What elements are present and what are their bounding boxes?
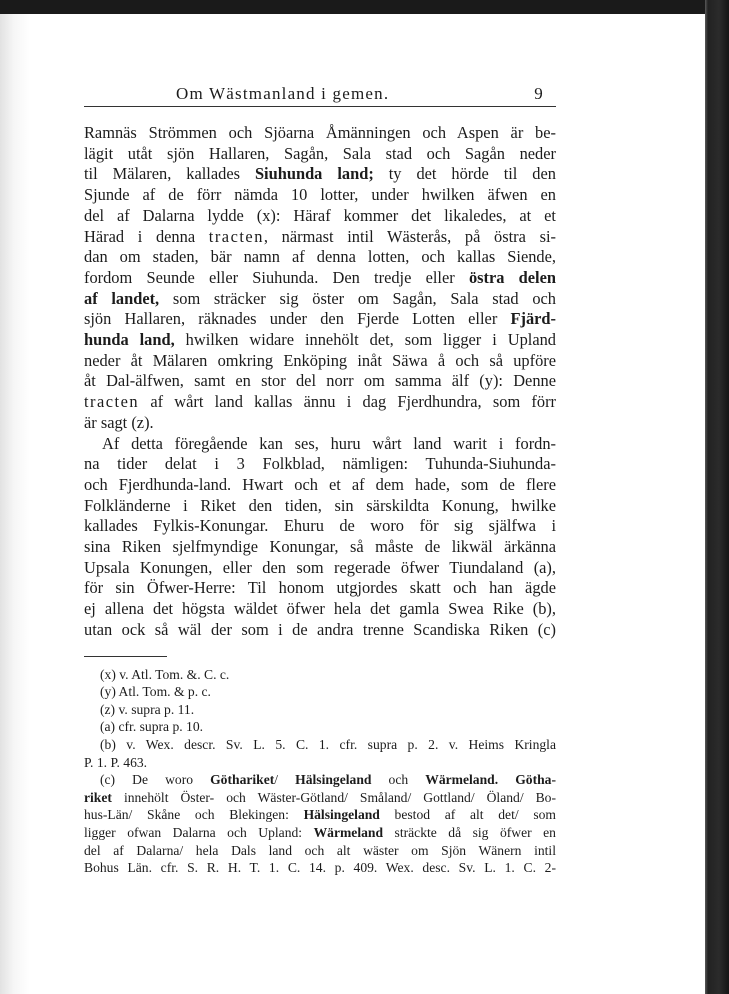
text-line: na tider delat i 3 Folkblad, nämligen: Tuhunda-Siuhunda- <box>84 454 556 474</box>
footnote-line: (c) De woro Göthariket/ Hälsingeland och Wärmeland. Götha- <box>100 772 556 788</box>
text-line: ej allena det högsta wäldet öfwer hela det gamla Swea Rike (b), <box>84 599 556 619</box>
spaced-term: tracten <box>84 392 140 412</box>
book-page <box>84 84 556 877</box>
page-gutter-shadow <box>0 14 30 994</box>
text-line: Upsala Konungen, eller den som regerade öfwer Tiundaland (a), <box>84 557 556 577</box>
book-spine-edge <box>705 0 729 994</box>
text-line: af landet, som sträcker sig öster om Sagån, Sala stad och <box>84 288 556 308</box>
bold-term: östra delen <box>468 267 556 287</box>
footnote-separator <box>84 656 167 657</box>
bold-term: riket <box>84 789 112 805</box>
text-line: åt Dal-älfwen, samt en stor del norr om samma älf (y): Denne <box>84 371 556 391</box>
text-line: til Mälaren, kallades Siuhunda land; ty det hörde til den <box>84 164 556 184</box>
text-line: dan om staden, bär namn af denna lotten, och kallas Siende, <box>84 247 556 267</box>
footnote-line: ligger ofwan Dalarna och Upland: Wärmeland sträckte då sig öfwer en <box>84 824 556 840</box>
running-head <box>84 84 556 107</box>
main-text <box>84 123 556 641</box>
bold-term: Wärmeland <box>313 824 384 840</box>
footnote-line: (b) v. Wex. descr. Sv. L. 5. C. 1. cfr. supra p. 2. v. Heims Kringla <box>100 736 556 752</box>
bold-term: Hälsingeland <box>303 807 380 823</box>
text-line: del af Dalarna lydde (x): Häraf kommer det likaledes, at et <box>84 205 556 225</box>
text-line: är sagt (z). <box>84 412 154 432</box>
text-line: Härad i denna tracten, närmast intil Wästerås, på östra si- <box>84 226 556 246</box>
footnote-line: (z) v. supra p. 11. <box>100 701 195 717</box>
text-line: Ramnäs Strömmen och Sjöarna Åmänningen och Aspen är be- <box>84 123 556 142</box>
scan-top-border <box>0 0 729 14</box>
text-line: Folkländerne i Riket den tiden, sin särskildta Konung, hwilke <box>84 495 556 515</box>
page-number: 9 <box>534 84 544 103</box>
text-line: hunda land, hwilken widare innehölt det, som ligger i Upland <box>84 330 556 350</box>
bold-term: Göthariket <box>210 772 275 788</box>
footnote-line: Bohus Län. cfr. S. R. H. T. 1. C. 14. p. 409. Wex. desc. Sv. L. 1. C. 2- <box>84 860 556 876</box>
footnotes <box>84 666 556 877</box>
bold-term: Wärmeland. <box>425 772 499 788</box>
bold-term: Fjärd- <box>510 309 556 329</box>
bold-term: hunda land, <box>84 330 175 350</box>
text-line: lägit utåt sjön Hallaren, Sagån, Sala stad och Sagån neder <box>84 143 556 163</box>
text-line: sina Riken sjelfmyndige Konungar, så måste de likwäl ärkänna <box>84 537 556 557</box>
spaced-term: tracten <box>208 226 264 246</box>
text-line: fordom Seunde eller Siuhunda. Den tredje eller östra delen <box>84 267 556 287</box>
bold-term: af landet, <box>84 288 160 308</box>
text-line: för sin Öfwer-Herre: Til honom utgjordes skatt och han ägde <box>84 578 556 598</box>
text-line: neder åt Mälaren omkring Enköping inåt Säwa å och så upföre <box>84 350 556 370</box>
footnote-line: riket innehölt Öster- och Wäster-Götland/ Småland/ Gottland/ Öland/ Bo- <box>84 789 556 805</box>
text-line: sjön Hallaren, räknades under den Fjerde Lotten eller Fjärd- <box>84 309 556 329</box>
bold-term: Götha- <box>515 772 556 788</box>
footnote-line: del af Dalarna/ hela Dals land och alt wäster om Sjön Wänern intil <box>84 842 556 858</box>
text-line: och Fjerdhunda-land. Hwart och et af dem hade, som de flere <box>84 474 556 494</box>
bold-term: Hälsingeland <box>295 772 372 788</box>
footnote-line: hus-Län/ Skåne och Blekingen: Hälsingeland bestod af alt det/ som <box>84 807 556 823</box>
running-head-title: Om Wästmanland i gemen. <box>176 84 390 103</box>
footnote-line: P. 1. P. 463. <box>84 754 148 770</box>
text-line: tracten af wårt land kallas ännu i dag Fjerdhundra, som förr <box>84 392 556 412</box>
text-line: kallades Fylkis-Konungar. Ehuru de woro för sig själfwa i <box>84 516 556 536</box>
footnote-line: (y) Atl. Tom. & p. c. <box>100 684 211 700</box>
text-line: utan ock så wäl der som i de andra trenne Scandiska Riken (c) <box>84 619 556 639</box>
text-line: Af detta föregående kan ses, huru wårt land warit i fordn- <box>102 433 556 453</box>
footnote-line: (a) cfr. supra p. 10. <box>100 719 204 735</box>
bold-term: Siuhunda land; <box>254 164 374 184</box>
footnote-line: (x) v. Atl. Tom. &. C. c. <box>100 666 230 682</box>
text-line: Sjunde af de förr nämda 10 lotter, under hwilken äfwen en <box>84 185 556 205</box>
